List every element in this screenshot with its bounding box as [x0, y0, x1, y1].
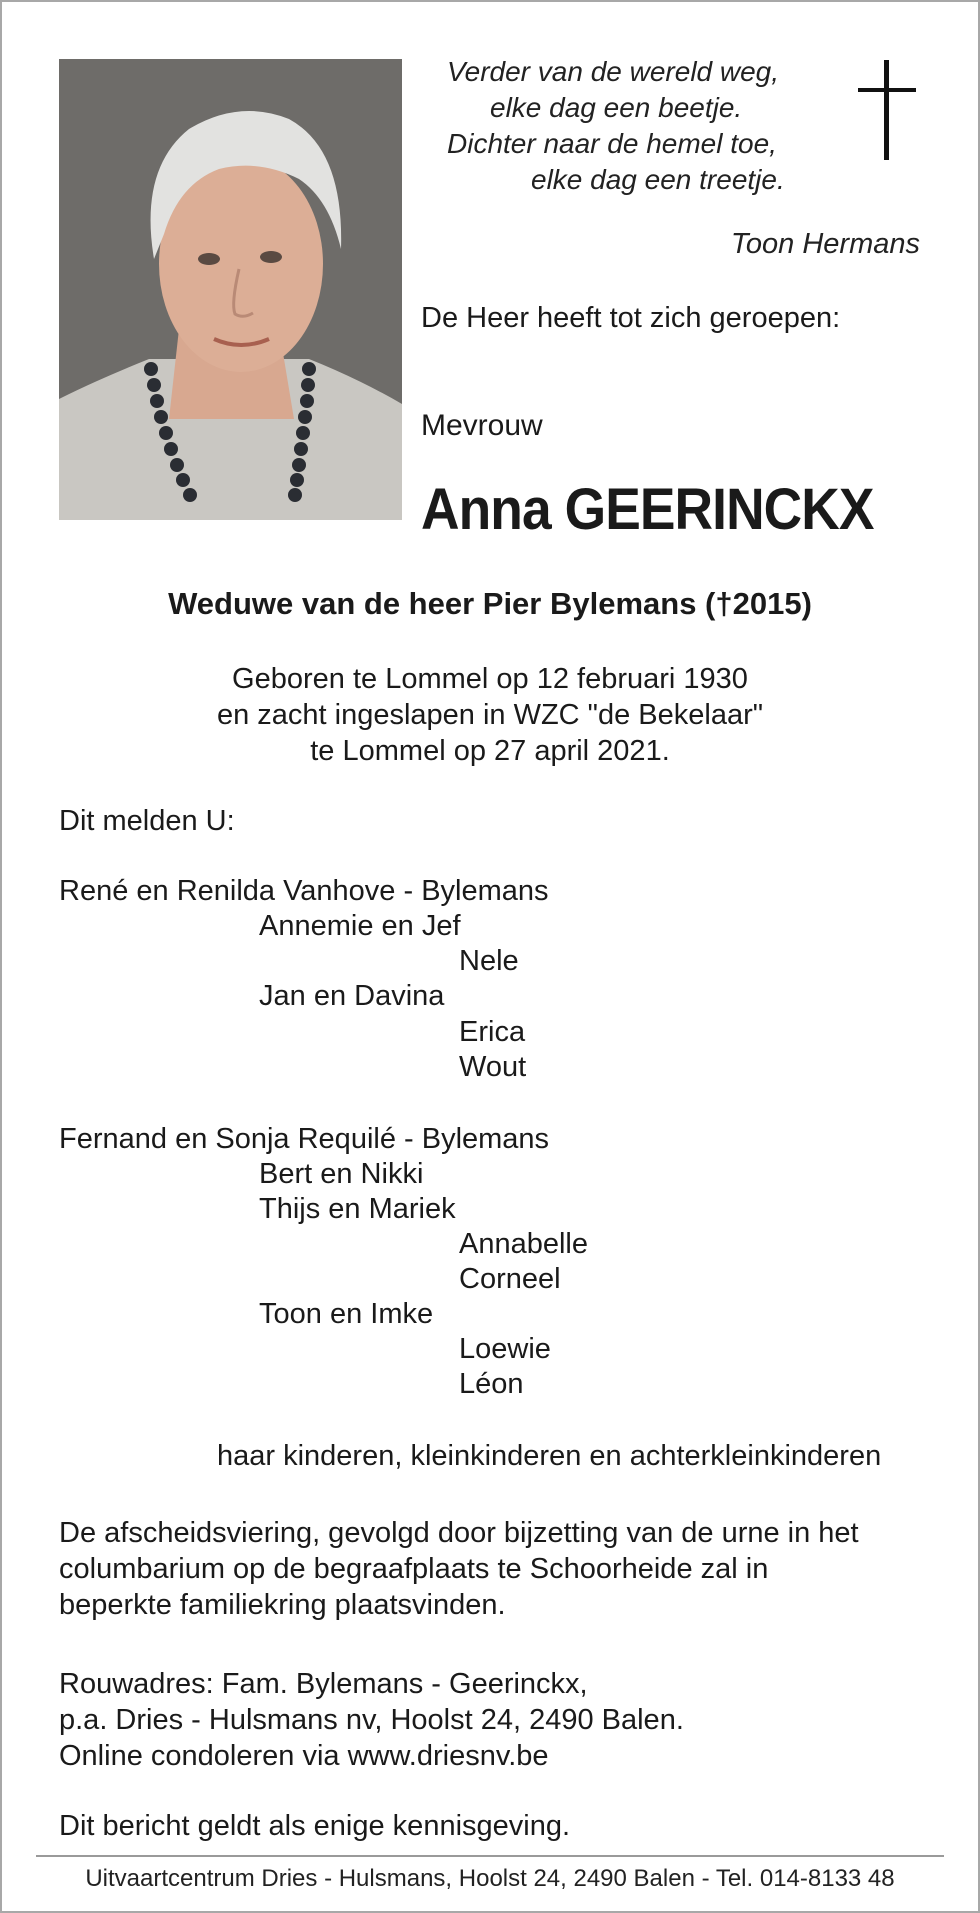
family-grandchild: Corneel [459, 1263, 561, 1295]
family-child: Thijs en Mariek [259, 1193, 456, 1225]
ceremony-line: beperkte familiekring plaatsvinden. [59, 1589, 506, 1621]
honorific: Mevrouw [421, 409, 543, 442]
ceremony-line: De afscheidsviering, gevolgd door bijzetting van de urne in het [59, 1517, 859, 1549]
family-child: Jan en Davina [259, 980, 445, 1012]
address-line: p.a. Dries - Hulsmans nv, Hoolst 24, 2490 Balen. [59, 1704, 684, 1736]
poem-line: elke dag een treetje. [531, 164, 785, 195]
poem-line: Verder van de wereld weg, [447, 56, 780, 87]
family-child: Toon en Imke [259, 1298, 434, 1330]
family-child: Bert en Nikki [259, 1158, 424, 1190]
born-line: Geboren te Lommel op 12 februari 1930 [232, 663, 748, 695]
family-intro: Dit melden U: [59, 805, 235, 837]
family-grandchild: Léon [459, 1368, 524, 1400]
family-parents: Fernand en Sonja Requilé - Bylemans [59, 1123, 550, 1155]
family-grandchild: Annabelle [459, 1228, 588, 1260]
born-line: te Lommel op 27 april 2021. [310, 735, 670, 767]
family-closing: haar kinderen, kleinkinderen en achterkleinkinderen [217, 1440, 882, 1472]
poem-line: elke dag een beetje. [490, 92, 743, 123]
widow-line: Weduwe van de heer Pier Bylemans (†2015) [168, 586, 812, 621]
address-line: Online condoleren via www.driesnv.be [59, 1740, 549, 1772]
deceased-name: Anna GEERINCKX [421, 477, 874, 542]
address-line: Rouwadres: Fam. Bylemans - Geerinckx, [59, 1668, 588, 1700]
family-child: Annemie en Jef [259, 910, 461, 942]
poem-line: Dichter naar de hemel toe, [447, 128, 777, 159]
footer-divider [36, 1855, 944, 1857]
family-parents: René en Renilda Vanhove - Bylemans [59, 875, 549, 907]
poem-author: Toon Hermans [730, 228, 920, 260]
footer-text: Uitvaartcentrum Dries - Hulsmans, Hoolst 24, 2490 Balen - Tel. 014-8133 48 [85, 1865, 895, 1892]
cross-icon [858, 60, 916, 160]
family-grandchild: Loewie [459, 1333, 551, 1365]
called-line: De Heer heeft tot zich geroepen: [421, 302, 841, 334]
family-grandchild: Wout [459, 1051, 527, 1083]
born-line: en zacht ingeslapen in WZC "de Bekelaar" [216, 699, 764, 731]
notice-line: Dit bericht geldt als enige kennisgeving. [59, 1810, 571, 1842]
mourning-address [59, 1666, 684, 1774]
family-grandchild: Nele [459, 945, 519, 977]
birth-death-info [0, 661, 980, 769]
ceremony-line: columbarium op de begraafplaats te Schoorheide zal in [59, 1553, 769, 1585]
portrait-photo [59, 59, 402, 520]
family-grandchild: Erica [459, 1016, 526, 1048]
ceremony-text [59, 1515, 939, 1623]
